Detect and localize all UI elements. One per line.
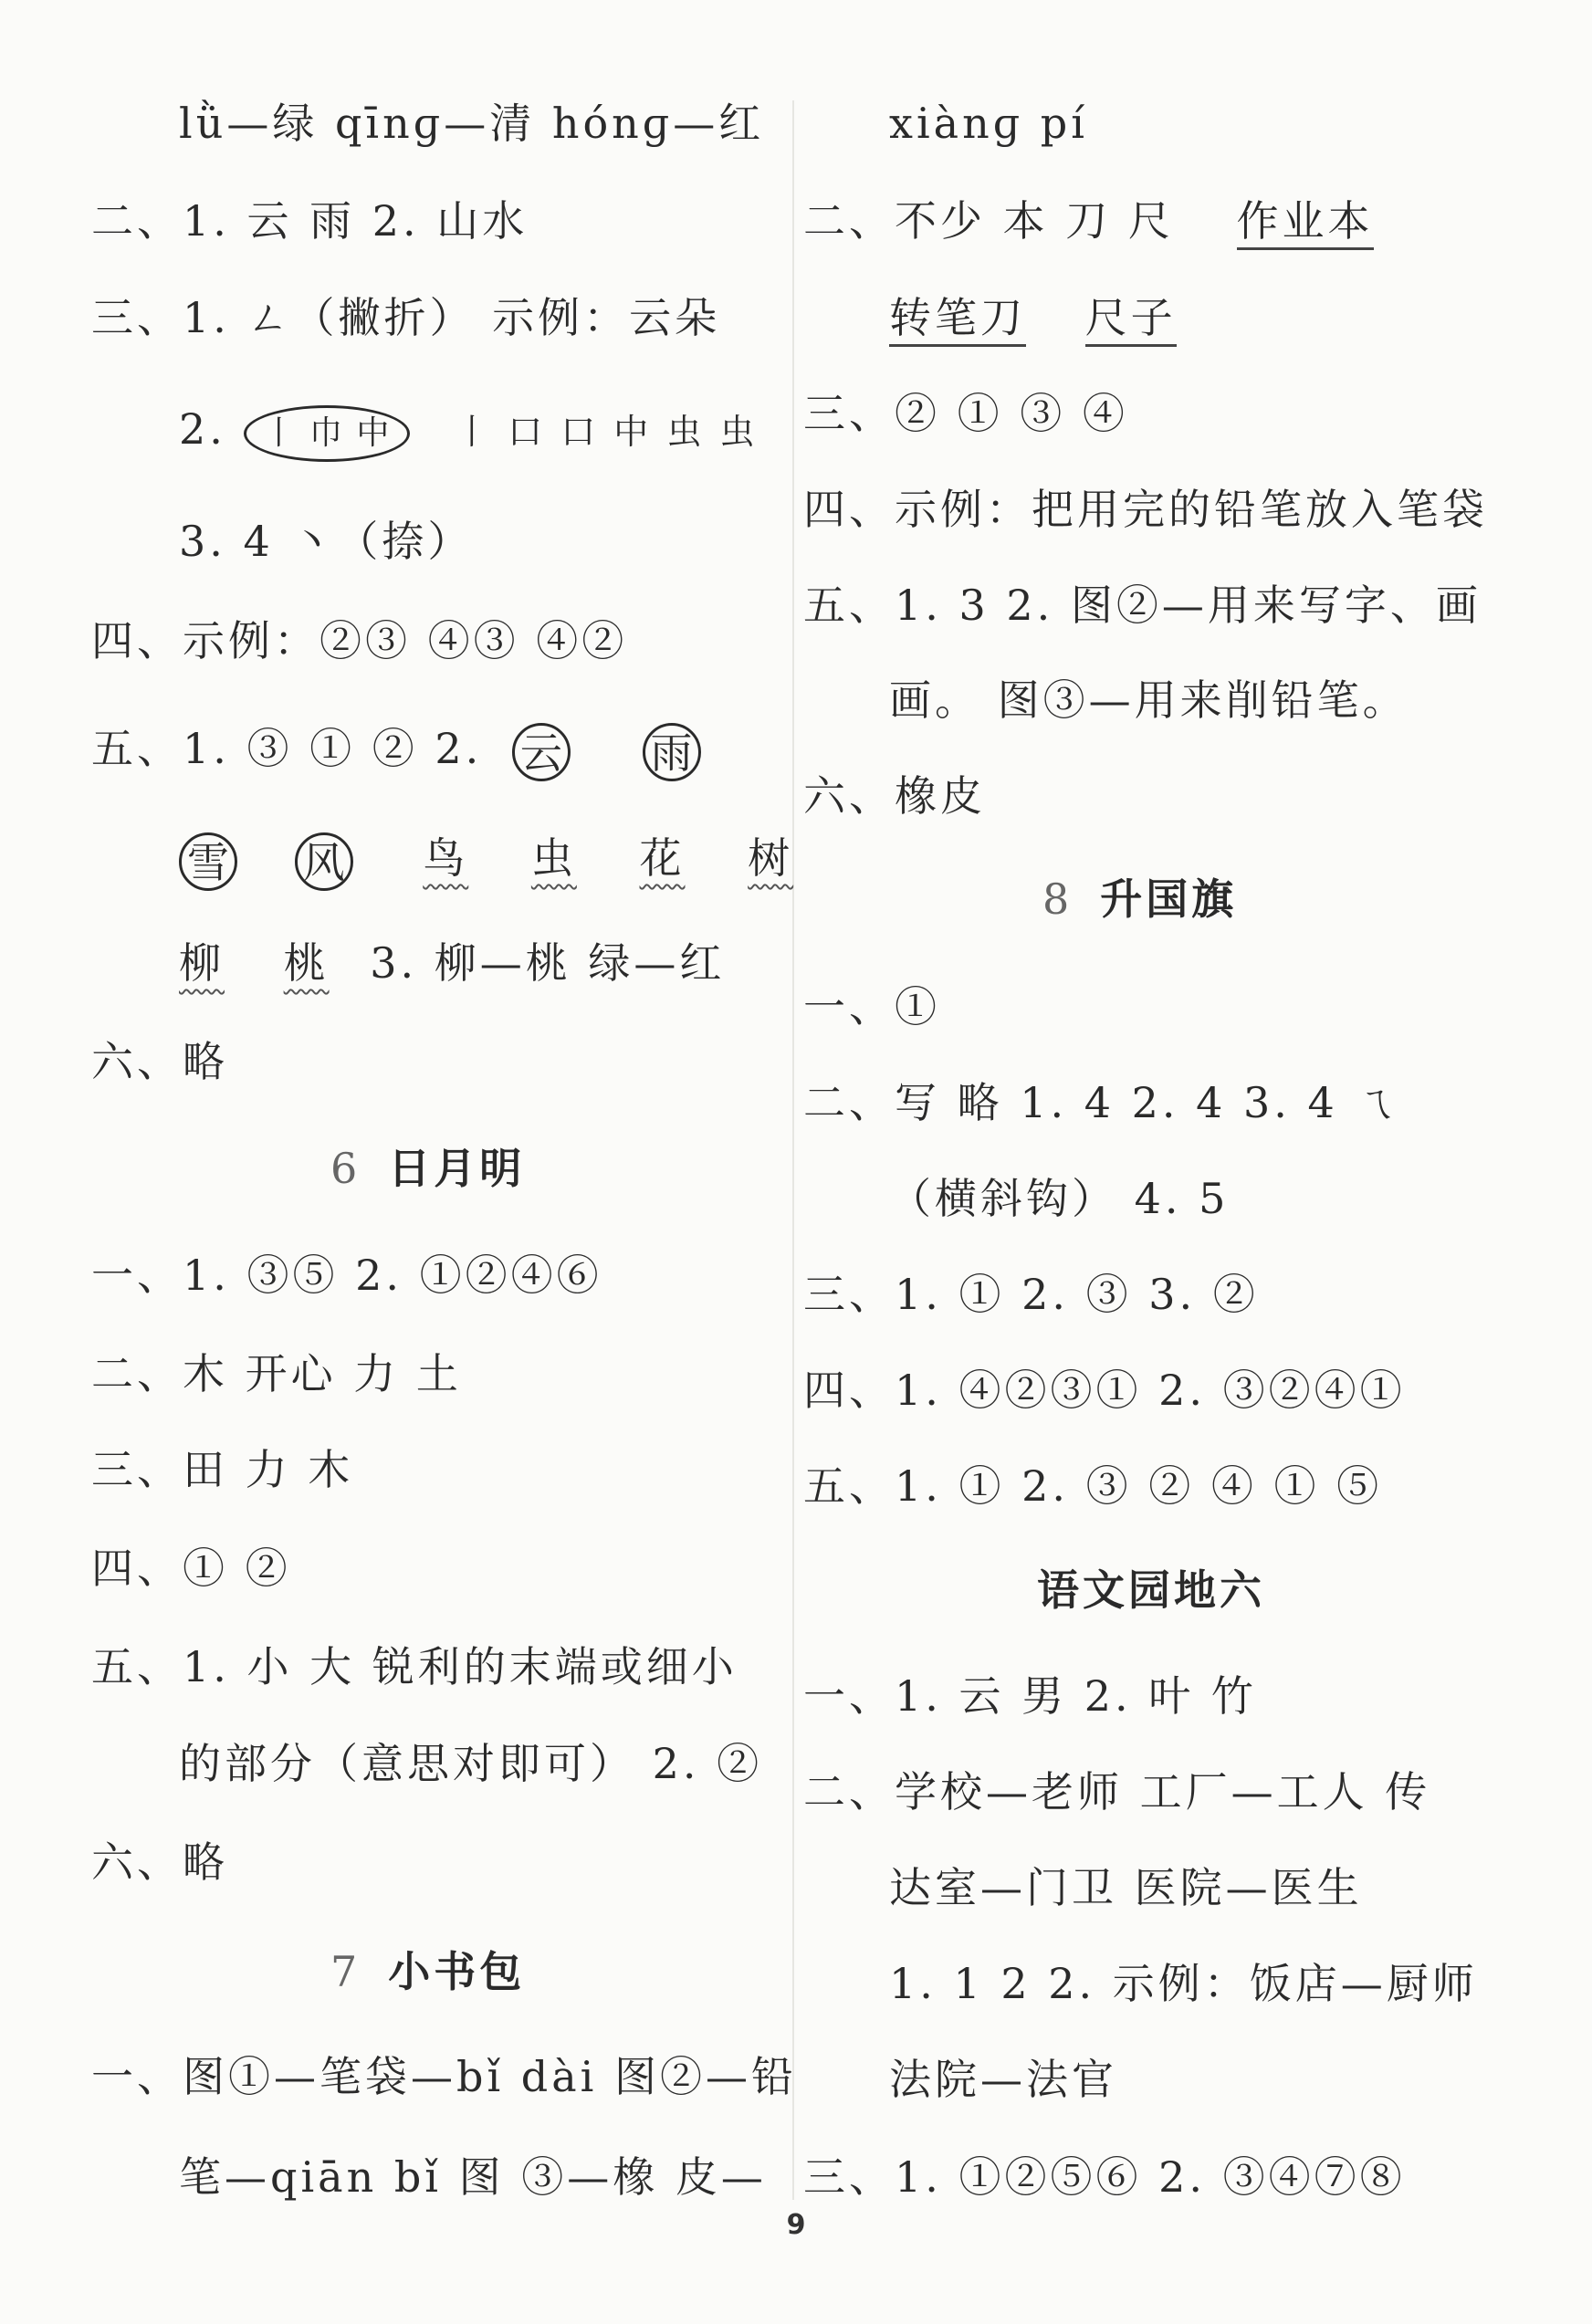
circled-char: 雪 bbox=[179, 832, 237, 891]
answer-line: 二、学校—老师 工厂—工人 传 bbox=[803, 1767, 1431, 1816]
underlined-word: 尺子 bbox=[1085, 293, 1177, 347]
stroke-order-line bbox=[179, 402, 758, 462]
answer-line: 笔—qiān bǐ 图 ③—橡 皮— bbox=[179, 2152, 767, 2202]
lesson-title bbox=[330, 1944, 525, 1999]
answer-line: 二、写 略 1. 4 2. 4 3. 4 ㄟ bbox=[803, 1078, 1401, 1127]
answer-line: 二、1. 云 雨 2. 山水 bbox=[91, 196, 529, 246]
lesson-number: 8 bbox=[1042, 874, 1074, 924]
underlined-word: 转笔刀 bbox=[889, 293, 1026, 347]
answer-line: （横斜钩） 4. 5 bbox=[889, 1174, 1230, 1223]
answer-line: 二、木 开心 力 土 bbox=[91, 1349, 462, 1398]
answer-line: 三、1. ① 2. ③ 3. ② bbox=[803, 1270, 1259, 1319]
lesson-title bbox=[330, 1141, 525, 1196]
answer-line: 三、1. ㄥ（撇折） 示例：云朵 bbox=[91, 293, 721, 342]
answer-line: 一、图①—笔袋—bǐ dài 图②—铅 bbox=[91, 2052, 797, 2101]
wavy-underlined-char: 树 bbox=[748, 833, 794, 883]
answer-line: 达室—门卫 医院—医生 bbox=[889, 1863, 1363, 1912]
answer-line: 三、② ① ③ ④ bbox=[803, 389, 1128, 438]
answer-line: 六、橡皮 bbox=[803, 771, 986, 821]
page-number: 9 bbox=[786, 2209, 806, 2241]
classification-line bbox=[179, 831, 793, 891]
underlined-word: 作业本 bbox=[1237, 196, 1374, 250]
classification-line bbox=[91, 721, 701, 781]
answer-line: 四、1. ④②③① 2. ③②④① bbox=[803, 1366, 1406, 1415]
circled-char: 云 bbox=[512, 723, 571, 781]
wavy-underlined-char: 桃 bbox=[283, 938, 330, 988]
answer-text: 二、不少 本 刀 尺 bbox=[803, 196, 1174, 246]
answer-line: 三、1. ①②⑤⑥ 2. ③④⑦⑧ bbox=[803, 2152, 1406, 2202]
answer-line: 六、略 bbox=[91, 1837, 228, 1887]
answer-line: 五、1. 小 大 锐利的末端或细小 bbox=[91, 1642, 738, 1691]
answer-line: 画。 图③—用来削铅笔。 bbox=[889, 675, 1409, 725]
lesson-name: 日月明 bbox=[388, 1144, 526, 1193]
answer-line: 3. 4 丶（捺） bbox=[179, 517, 474, 566]
answer-line: 三、田 力 木 bbox=[91, 1445, 354, 1494]
circled-char: 风 bbox=[295, 832, 353, 891]
lesson-title bbox=[1042, 872, 1237, 926]
answer-line: 五、1. ① 2. ③ ② ④ ① ⑤ bbox=[803, 1461, 1383, 1511]
wavy-underlined-char: 虫 bbox=[530, 833, 577, 883]
stroke-sequence: 丨 口 口 中 虫 虫 bbox=[455, 412, 759, 452]
answer-line: 法院—法官 bbox=[889, 2055, 1117, 2104]
answer-line: 四、示例：把用完的铅笔放入笔袋 bbox=[803, 485, 1488, 534]
answer-line: 五、1. 3 2. 图②—用来写字、画 bbox=[803, 581, 1482, 630]
circled-char: 雨 bbox=[643, 723, 701, 781]
answer-line: 一、1. 云 男 2. 叶 竹 bbox=[803, 1671, 1257, 1721]
wavy-underlined-char: 鸟 bbox=[423, 833, 469, 883]
answer-line: 1. 1 2 2. 示例：饭店—厨师 bbox=[889, 1959, 1478, 2008]
answer-line: 四、示例：②③ ④③ ④② bbox=[91, 616, 628, 665]
answer-line: 六、略 bbox=[91, 1037, 228, 1086]
wavy-underlined-char: 花 bbox=[639, 833, 686, 883]
wavy-underlined-char: 柳 bbox=[179, 938, 225, 988]
lesson-number: 6 bbox=[330, 1144, 361, 1193]
answer-line: 四、① ② bbox=[91, 1544, 291, 1593]
section-title: 语文园地六 bbox=[1037, 1565, 1265, 1615]
pinyin-line: lǜ—绿 qīnɡ—清 hónɡ—红 bbox=[179, 99, 765, 148]
lesson-name: 小书包 bbox=[388, 1947, 526, 1996]
answer-text: 五、1. ③ ① ② 2. bbox=[91, 724, 483, 773]
item-number: 2. bbox=[179, 404, 226, 454]
answer-line: 的部分（意思对即可） 2. ② bbox=[179, 1739, 763, 1788]
lesson-name: 升国旗 bbox=[1100, 874, 1238, 924]
answer-line bbox=[889, 290, 1177, 345]
answer-text: 3. 柳—桃 绿—红 bbox=[370, 938, 726, 988]
answer-line bbox=[803, 194, 1374, 248]
lesson-number: 7 bbox=[330, 1947, 361, 1996]
circled-stroke-group: 丨 巾 中 bbox=[244, 405, 411, 462]
column-divider bbox=[792, 100, 794, 2200]
classification-line bbox=[179, 936, 725, 990]
answer-line: 一、① bbox=[803, 982, 940, 1031]
pinyin-line: xiànɡ pí bbox=[889, 99, 1088, 148]
answer-line: 一、1. ③⑤ 2. ①②④⑥ bbox=[91, 1251, 602, 1300]
